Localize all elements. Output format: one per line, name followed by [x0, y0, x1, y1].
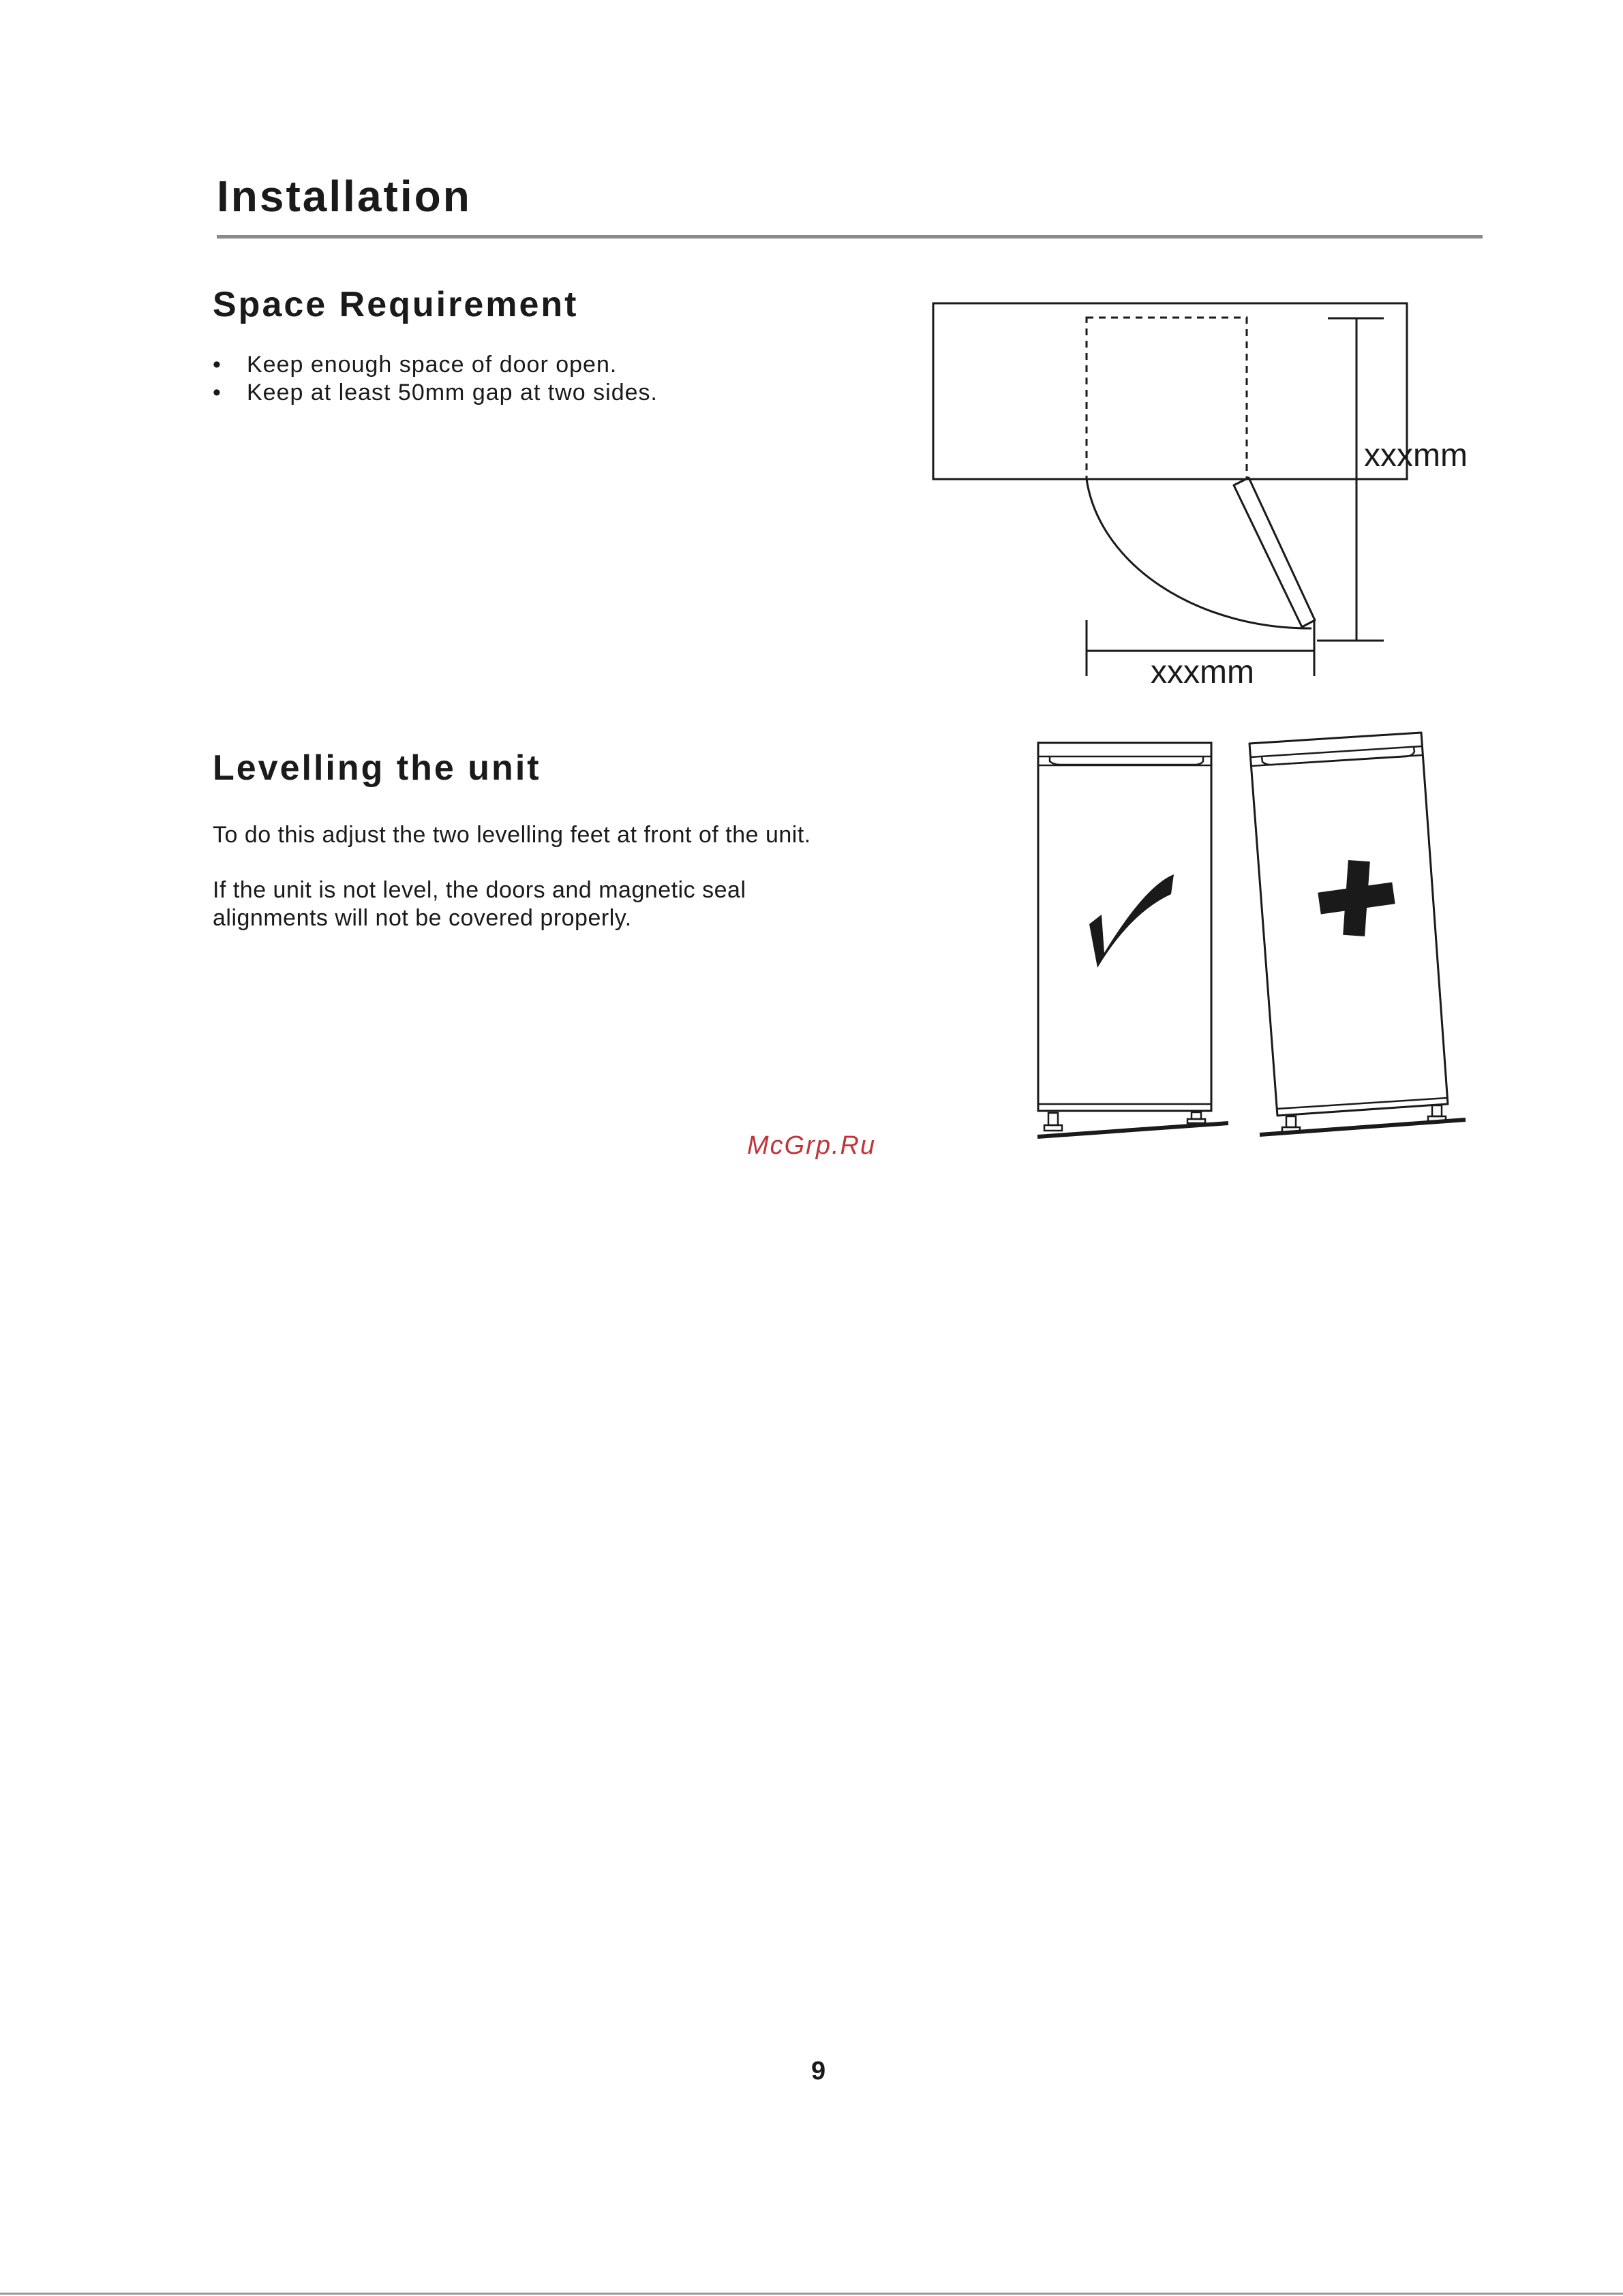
bottom-divider — [0, 2293, 1623, 2295]
list-item: • Keep at least 50mm gap at two sides. — [213, 380, 658, 405]
cross-icon — [1314, 855, 1399, 942]
checkmark-icon — [1089, 874, 1174, 968]
bullet-icon: • — [213, 352, 222, 378]
space-requirement-heading: Space Requirement — [213, 285, 579, 324]
width-dimension-label: xxxmm — [1151, 654, 1254, 688]
levelling-paragraph-2: If the unit is not level, the doors and magnetic seal alignments will not be covered properly. — [213, 877, 746, 931]
title-divider — [217, 235, 1483, 239]
bullet-icon: • — [213, 380, 222, 405]
page-title: Installation — [217, 172, 472, 221]
door-footprint-dashed — [1087, 318, 1247, 479]
space-requirement-list — [213, 351, 826, 407]
list-item: • Keep enough space of door open. — [213, 352, 618, 378]
cabinet-outline — [933, 303, 1407, 479]
levelling-paragraph-1: To do this adjust the two levelling feet at front of the unit. — [213, 822, 811, 848]
open-door-panel — [1234, 478, 1315, 627]
depth-dimension-label: xxxmm — [1364, 438, 1468, 474]
door-swing-arc — [1087, 479, 1311, 628]
door-clearance-diagram — [927, 293, 1486, 688]
watermark: McGrp.Ru — [747, 1131, 877, 1160]
levelling-diagram — [1026, 722, 1483, 1152]
level-fridge — [1037, 743, 1228, 1137]
page-number: 9 — [811, 2057, 826, 2085]
levelling-heading: Levelling the unit — [213, 748, 541, 788]
